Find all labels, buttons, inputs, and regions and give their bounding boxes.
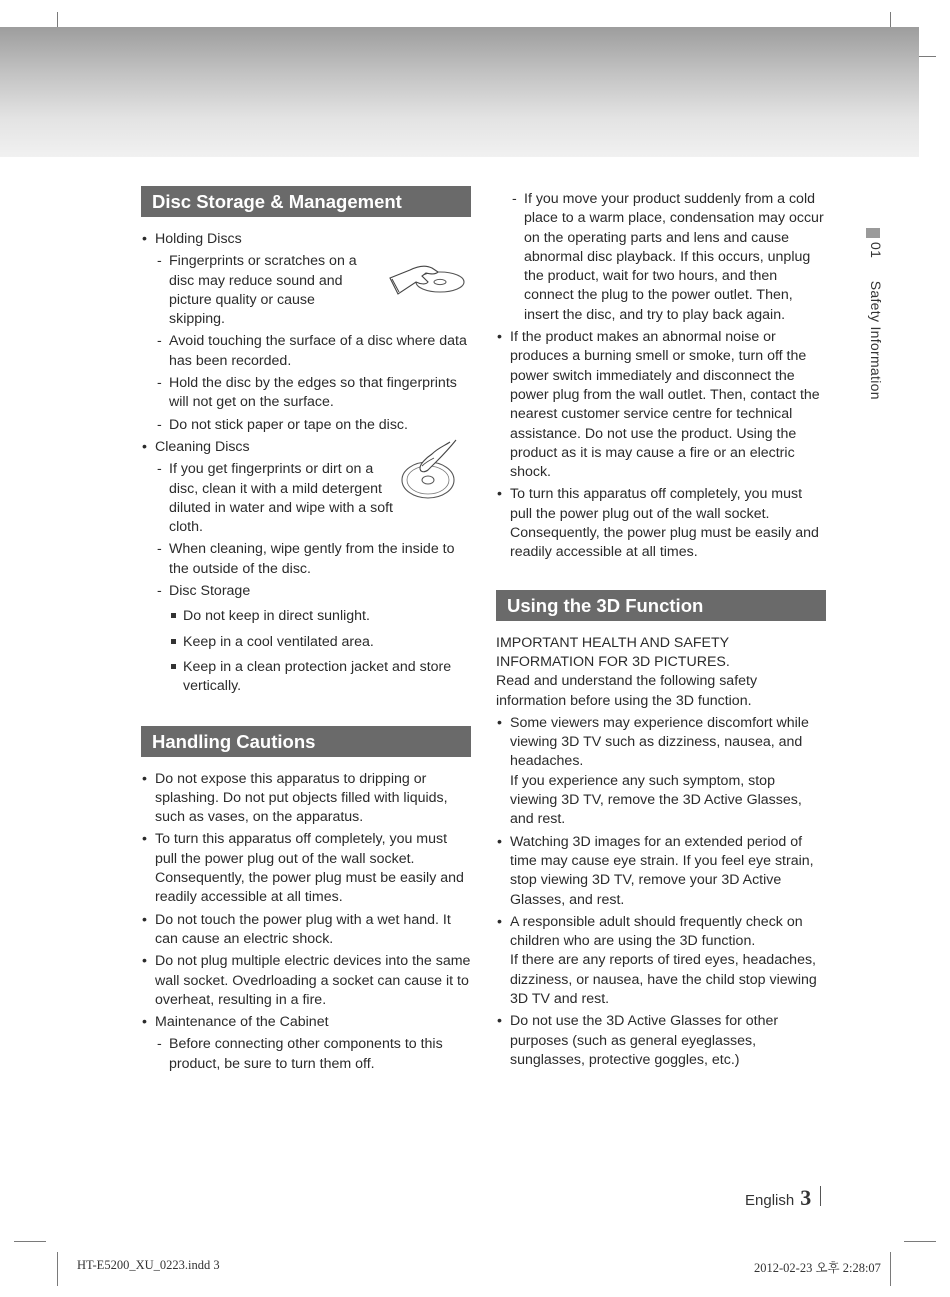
chapter-number: 01 [868, 242, 884, 259]
crop-mark [890, 1252, 891, 1286]
list-item: • Cleaning Discs [141, 438, 471, 457]
list-item: • Do not expose this apparatus to dripping or splashing. Do not put objects filled with liquids, such as vases, on the apparatus. [141, 770, 471, 828]
side-tab-marker [866, 228, 880, 238]
left-column [141, 186, 471, 1074]
list-item: • Maintenance of the Cabinet [141, 1013, 471, 1032]
disc-wipe-icon [398, 436, 462, 502]
page-footer [745, 1185, 811, 1211]
handling-cautions-heading: Handling Cautions [141, 726, 471, 757]
list-item: - Disc Storage [141, 582, 471, 601]
list-item: Keep in a clean protection jacket and store vertically. [141, 658, 471, 697]
list-item: Keep in a cool ventilated area. [141, 633, 471, 652]
side-tab-label [868, 242, 884, 400]
print-slug-left: HT-E5200_XU_0223.indd 3 [77, 1258, 220, 1272]
list-item: • If the product makes an abnormal noise or produces a burning smell or smoke, turn off the power switch immediately and disconnect the power plug from the wall outlet. Then, contact the nearest customer service centre for technical assistance. Do not use the product. Using the product as it is may cause a fire or an electric shock. [496, 328, 826, 482]
disc-hand-icon [388, 260, 468, 302]
print-slug-right: 2012-02-23 오후 2:28:07 [754, 1261, 881, 1275]
list-item: • Do not plug multiple electric devices into the same wall socket. Ovedrloading a socket can cause it to overheat, resulting in a fire. [141, 952, 471, 1010]
list-item: • Watching 3D images for an extended period of time may cause eye strain. If you feel eye strain, stop viewing 3D TV, remove your 3D Active Glasses, and rest. [496, 833, 826, 910]
list-item: • A responsible adult should frequently check on children who are using the 3D function. [496, 913, 826, 952]
list-item: - Before connecting other components to this product, be sure to turn them off. [141, 1035, 471, 1074]
right-column [496, 190, 826, 1070]
intro-text: IMPORTANT HEALTH AND SAFETY INFORMATION FOR 3D PICTURES. [496, 634, 730, 670]
intro-text: Read and understand the following safety information before using the 3D function. [496, 673, 758, 709]
list-item: - If you get fingerprints or dirt on a disc, clean it with a mild detergent diluted in water and wipe with a soft cloth. [141, 460, 394, 537]
page-number-bar [820, 1186, 821, 1206]
list-item: • Holding Discs [141, 230, 471, 249]
page-number: 3 [800, 1185, 812, 1210]
list-item: - If you move your product suddenly from a cold place to a warm place, condensation may occur on the operating parts and lens and cause abnormal disc playback. If this occurs, unplug the product, wait for two hours, and then connect the plug to the power outlet. Then, insert the disc, and try to play back again. [496, 190, 826, 325]
list-item-continued: If there are any reports of tired eyes, headaches, dizziness, or nausea, have the child stop viewing 3D TV and rest. [510, 952, 817, 1007]
list-item: • To turn this apparatus off completely, you must pull the power plug out of the wall socket. Consequently, the power plug must be easily and readily accessible at all times. [496, 485, 826, 562]
list-item: • Do not use the 3D Active Glasses for other purposes (such as general eyeglasses, sunglasses, protective goggles, etc.) [496, 1012, 826, 1070]
language-label: English [745, 1192, 795, 1209]
crop-mark [14, 1241, 46, 1242]
list-item: • To turn this apparatus off completely, you must pull the power plug out of the wall socket. Consequently, the power plug must be easily and readily accessible at all times. [141, 830, 471, 907]
crop-mark [904, 1241, 936, 1242]
list-item: - Fingerprints or scratches on a disc may reduce sound and picture quality or cause skipping. [141, 252, 374, 329]
3d-function-heading: Using the 3D Function [496, 590, 826, 621]
disc-storage-heading: Disc Storage & Management [141, 186, 471, 217]
chapter-title: Safety Information [868, 280, 884, 400]
header-banner [0, 27, 919, 157]
list-item: • Do not touch the power plug with a wet hand. It can cause an electric shock. [141, 911, 471, 950]
list-item-continued: If you experience any such symptom, stop viewing 3D TV, remove the 3D Active Glasses, and rest. [510, 772, 802, 828]
crop-mark [57, 1252, 58, 1286]
list-item: - Hold the disc by the edges so that fingerprints will not get on the surface. [141, 374, 471, 413]
list-item: Do not keep in direct sunlight. [141, 607, 471, 626]
list-item: - Avoid touching the surface of a disc where data has been recorded. [141, 332, 471, 371]
list-item: - When cleaning, wipe gently from the inside to the outside of the disc. [141, 540, 471, 579]
list-item: - Do not stick paper or tape on the disc. [141, 416, 471, 435]
list-item: • Some viewers may experience discomfort while viewing 3D TV such as dizziness, nausea, and headaches. [496, 714, 826, 772]
